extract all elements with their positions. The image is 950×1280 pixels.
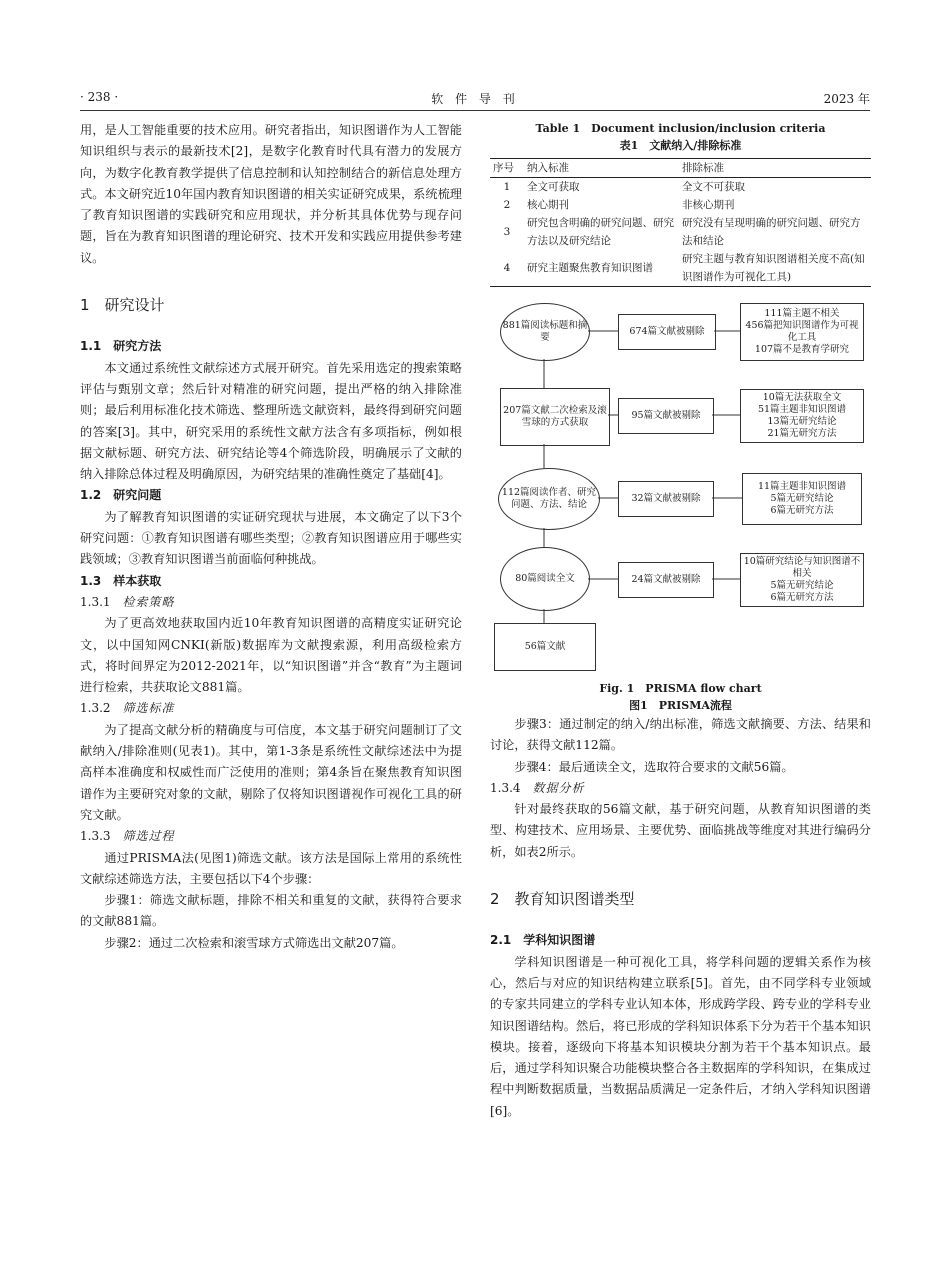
table-1	[490, 158, 871, 287]
table-header: 排除标准	[679, 159, 871, 178]
subsection-number: 1.3.3	[80, 829, 111, 844]
step-4: 步骤4：最后通读全文，选取符合要求的文献56篇。	[514, 759, 794, 774]
stage-node: 207篇文献二次检索及滚雪球的方式获取	[500, 388, 610, 446]
figure-1-caption-en: Fig. 1 PRISMA flow chart	[599, 682, 762, 695]
year: 2023 年	[823, 92, 870, 106]
subsection-title: 检索策略	[122, 594, 175, 609]
table-cell: 研究包含明确的研究问题、研究方法以及研究结论	[527, 217, 674, 247]
table-cell: 4	[490, 250, 524, 287]
table-cell: 3	[503, 226, 511, 238]
section-2-heading: 2 教育知识图谱类型	[490, 890, 635, 909]
prisma-flowchart	[490, 301, 871, 676]
table-cell: 全文可获取	[527, 181, 580, 193]
reason-node: 111篇主题不相关 456篇把知识图谱作为可视化工具 107篇不是教育学研究	[740, 303, 864, 361]
table-cell: 1	[503, 181, 511, 193]
table-cell: 研究没有呈现明确的研究问题、研究方法和结论	[682, 217, 861, 247]
reason-node: 11篇主题非知识图谱 5篇无研究结论 6篇无研究方法	[742, 473, 862, 525]
table-1-caption-cn: 表1 文献纳入/排除标准	[619, 139, 742, 152]
page-number: · 238 ·	[80, 90, 119, 104]
table-header: 纳入标准	[524, 159, 679, 178]
paragraph-2-1: 学科知识图谱是一种可视化工具，将学科问题的逻辑关系作为核心，然后与对应的知识结构建立联系[5]。首先，由不同学科专业领域的专家共同建立的学科专业认知本体，形成跨学段、跨专业的学科专业知识图谱结构。然后，将已形成的学科知识体系下分为若干个基本知识模块。接着，逐级向下将基本知识模块分割为若干个基本知识点。最后，通过学科知识聚合功能模块整合各主数据库的学科知识，在集成过程中判断数据质量，当数据品质满足一定条件后，才纳入学科知识图谱[6]。	[490, 954, 871, 1118]
table-cell: 2	[503, 199, 511, 211]
removed-node: 32篇文献被剔除	[618, 481, 714, 517]
subsection-title: 数据分析	[532, 780, 585, 795]
paragraph-1-3-2: 为了提高文献分析的精确度与可信度，本文基于研究问题制订了文献纳入/排除准则(见表1)。其中，第1-3条是系统性文献综述法中为提高样本准确度和权威性而广泛使用的准则；第4条旨在聚焦教育知识图谱作为主要研究对象的文献，剔除了仅将知识图谱视作可视化工具的研究文献。	[80, 722, 462, 822]
subsection-title: 筛选过程	[122, 829, 175, 844]
paragraph-1-1: 本文通过系统性文献综述方式展开研究。首先采用选定的搜索策略评估与甄别文章；然后针对精准的研究问题，提出严格的纳入排除准则；最后利用标准化技术筛选、整理所选文献资料，最终得到研究问题的答案[3]。其中，研究采用的系统性文献方法含有多项指标，例如根据文献标题、研究方法、研究结论等4个筛选阶段，明确展示了文献的纳入排除总体过程及明确原因，为研究结果的准确性奠定了基础[4]。	[80, 360, 462, 482]
step-1: 步骤1：筛选文献标题，排除不相关和重复的文献，获得符合要求的文献881篇。	[80, 893, 462, 929]
figure-1-caption-cn: 图1 PRISMA流程	[629, 699, 732, 712]
page-header	[80, 90, 870, 108]
paragraph-1-3-3: 通过PRISMA法(见图1)筛选文献。该方法是国际上常用的系统性文献综述筛选方法，主要包括以下4个步骤：	[80, 850, 462, 886]
removed-node: 674篇文献被剔除	[618, 314, 716, 350]
section-1-1-heading: 1.1 研究方法	[80, 339, 162, 354]
right-column	[490, 120, 871, 1122]
section-2-1-heading: 2.1 学科知识图谱	[490, 933, 596, 948]
section-1-3-2-heading	[80, 698, 462, 719]
table-row	[490, 196, 871, 214]
section-1-3-4-heading	[490, 778, 871, 799]
table-cell: 核心期刊	[527, 199, 569, 211]
table-row	[490, 214, 871, 250]
table-cell: 非核心期刊	[682, 199, 735, 211]
subsection-number: 1.3.1	[80, 594, 111, 609]
intro-paragraph: 用，是人工智能重要的技术应用。研究者指出，知识图谱作为人工智能知识组织与表示的最新技术[2]，是数字化教育时代具有潜力的发展方向，为数字化教育教学提供了信息控制和认知控制结合的新信息处理方式。本文研究近10年国内教育知识图谱的相关实证研究成果，系统梳理了教育知识图谱的实践研究和应用现状，并分析其具体优势与现存问题，旨在为教育知识图谱的理论研究、技术开发和实践应用提供参考建议。	[80, 123, 462, 265]
subsection-number: 1.3.2	[80, 701, 111, 716]
table-cell: 全文不可获取	[682, 181, 745, 193]
paragraph-1-2: 为了解教育知识图谱的实证研究现状与进展，本文确定了以下3个研究问题：①教育知识图谱有哪些类型；②教育知识图谱应用于哪些实践领域；③教育知识图谱当前面临何种挑战。	[80, 509, 462, 567]
table-1-caption-en: Table 1 Document inclusion/inclusion criteria	[535, 122, 826, 135]
subsection-title: 筛选标准	[122, 701, 175, 716]
stage-node: 881篇阅读标题和摘要	[500, 303, 590, 361]
table-row	[490, 250, 871, 287]
journal-name: 软 件 导 刊	[431, 92, 519, 106]
section-1-2-heading: 1.2 研究问题	[80, 488, 162, 503]
reason-node: 10篇无法获取全文 51篇主题非知识图谱 13篇无研究结论 21篇无研究方法	[740, 389, 864, 443]
table-header: 序号	[490, 159, 524, 178]
paragraph-1-3-1: 为了更高效地获取国内近10年教育知识图谱的高精度实证研究论文，以中国知网CNKI(新版)数据库为文献搜索源，利用高级检索方式，将时间界定为2012-2021年，以“知识图谱”并含“教育”为主题词进行检索，共获取论文881篇。	[80, 616, 462, 695]
section-1-3-heading: 1.3 样本获取	[80, 573, 162, 588]
left-column	[80, 120, 462, 954]
table-row	[490, 178, 871, 197]
step-2: 步骤2：通过二次检索和滚雪球方式筛选出文献207篇。	[104, 935, 404, 950]
final-node: 56篇文献	[494, 623, 596, 671]
paragraph-1-3-4: 针对最终获取的56篇文献，基于研究问题，从教育知识图谱的类型、构建技术、应用场景、主要优势、面临挑战等维度对其进行编码分析，如表2所示。	[490, 802, 871, 859]
removed-node: 95篇文献被剔除	[618, 398, 714, 434]
reason-node: 10篇研究结论与知识图谱不相关 5篇无研究结论 6篇无研究方法	[740, 553, 864, 607]
table-cell: 研究主题与教育知识图谱相关度不高(知识图谱作为可视化工具)	[679, 250, 871, 287]
subsection-number: 1.3.4	[490, 780, 521, 795]
stage-node: 80篇阅读全文	[500, 547, 590, 611]
section-1-heading: 1 研究设计	[80, 296, 165, 315]
section-1-3-3-heading	[80, 826, 462, 847]
removed-node: 24篇文献被剔除	[618, 562, 714, 598]
step-3: 步骤3：通过制定的纳入/纳出标准，筛选文献摘要、方法、结果和讨论，获得文献112篇。	[490, 717, 871, 753]
stage-node: 112篇阅读作者、研究问题、方法、结论	[498, 468, 600, 530]
header-rule	[80, 110, 870, 111]
table-cell: 研究主题聚焦教育知识图谱	[524, 250, 679, 287]
section-1-3-1-heading	[80, 592, 462, 613]
